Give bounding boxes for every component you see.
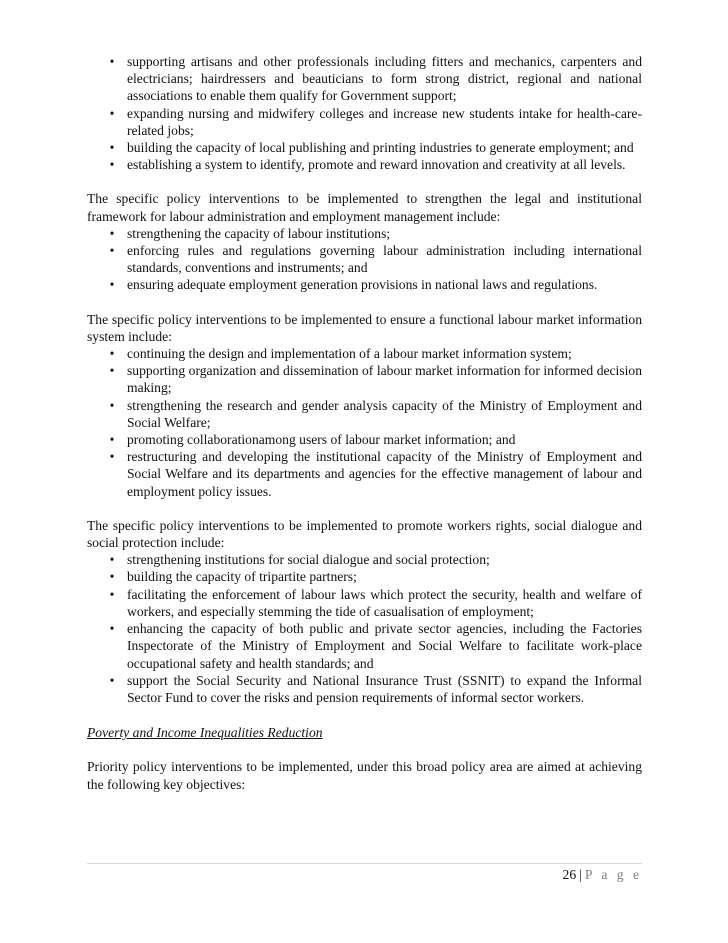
section-heading: Poverty and Income Inequalities Reduction bbox=[87, 725, 323, 741]
bullet-icon: • bbox=[109, 105, 115, 121]
page-content bbox=[87, 53, 642, 793]
paragraph-workers-rights: The specific policy interventions to be implemented to promote workers rights, social dialogue and social protection include: bbox=[87, 517, 642, 551]
footer-divider bbox=[87, 863, 642, 864]
list-item: • facilitating the enforcement of labour laws which protect the security, health and welfare of workers, and especially stemming the tide of casualisation of employment; bbox=[87, 586, 642, 620]
list-item: • restructuring and developing the institutional capacity of the Ministry of Employment and Social Welfare and its departments and agencies for the effective management of labour and employment policy issues. bbox=[87, 448, 642, 500]
page-footer bbox=[563, 866, 642, 883]
list-top bbox=[87, 53, 642, 173]
list-item: • strengthening the research and gender analysis capacity of the Ministry of Employment and Social Welfare; bbox=[87, 397, 642, 431]
list-item: • strengthening the capacity of labour institutions; bbox=[87, 225, 642, 242]
bullet-icon: • bbox=[109, 672, 115, 688]
page-number: 26 bbox=[562, 867, 577, 882]
list-item: • supporting artisans and other professionals including fitters and mechanics, carpenters and electricians; hairdressers and beauticians to form strong district, regional and national associations to enable them qualify for Government support; bbox=[87, 53, 642, 105]
bullet-icon: • bbox=[109, 363, 115, 379]
bullet-icon: • bbox=[109, 397, 115, 413]
list-workers-rights bbox=[87, 551, 642, 706]
paragraph-legal-framework: The specific policy interventions to be implemented to strengthen the legal and institutional framework for labour administration and employment management include: bbox=[87, 191, 642, 224]
list-item: • expanding nursing and midwifery colleges and increase new students intake for health-care-related jobs; bbox=[87, 105, 642, 139]
bullet-icon: • bbox=[109, 243, 115, 259]
bullet-icon: • bbox=[109, 54, 115, 69]
paragraph-priority: Priority policy interventions to be implemented, under this broad policy area are aimed at achieving the following key objectives: bbox=[87, 759, 642, 792]
list-item: • establishing a system to identify, promote and reward innovation and creativity at all levels. bbox=[87, 156, 642, 173]
bullet-icon: • bbox=[109, 586, 115, 602]
list-item: • building the capacity of local publishing and printing industries to generate employment; and bbox=[87, 139, 642, 156]
list-item: • strengthening institutions for social dialogue and social protection; bbox=[87, 551, 642, 568]
paragraph-labour-market-info: The specific policy interventions to be implemented to ensure a functional labour market information system include: bbox=[87, 311, 642, 344]
list-item: • enforcing rules and regulations governing labour administration including international standards, conventions and instruments; and bbox=[87, 242, 642, 276]
list-item: • promoting collaborationamong users of labour market information; and bbox=[87, 431, 642, 448]
bullet-icon: • bbox=[109, 225, 115, 241]
bullet-icon: • bbox=[109, 140, 115, 156]
bullet-icon: • bbox=[109, 346, 115, 362]
list-legal-framework bbox=[87, 225, 642, 294]
bullet-icon: • bbox=[109, 157, 115, 173]
bullet-icon: • bbox=[109, 432, 115, 448]
list-item: • enhancing the capacity of both public and private sector agencies, including the Factories Inspectorate of the Ministry of Employment and Social Welfare to facilitate work-place occupational safety and health standards; and bbox=[87, 620, 642, 672]
bullet-icon: • bbox=[109, 277, 115, 293]
list-item: • support the Social Security and National Insurance Trust (SSNIT) to expand the Informal Sector Fund to cover the risks and pension requirements of informal sector workers. bbox=[87, 672, 642, 706]
list-item: • continuing the design and implementation of a labour market information system; bbox=[87, 345, 642, 362]
list-item: • supporting organization and dissemination of labour market information for informed decision making; bbox=[87, 362, 642, 396]
footer-separator: | bbox=[579, 867, 582, 882]
bullet-icon: • bbox=[109, 569, 115, 585]
bullet-icon: • bbox=[109, 552, 115, 568]
page-label: P a g e bbox=[584, 867, 642, 882]
list-item: • ensuring adequate employment generation provisions in national laws and regulations. bbox=[87, 276, 642, 293]
bullet-icon: • bbox=[109, 621, 115, 637]
bullet-icon: • bbox=[109, 449, 115, 465]
list-labour-market-info bbox=[87, 345, 642, 500]
list-item: • building the capacity of tripartite partners; bbox=[87, 568, 642, 585]
